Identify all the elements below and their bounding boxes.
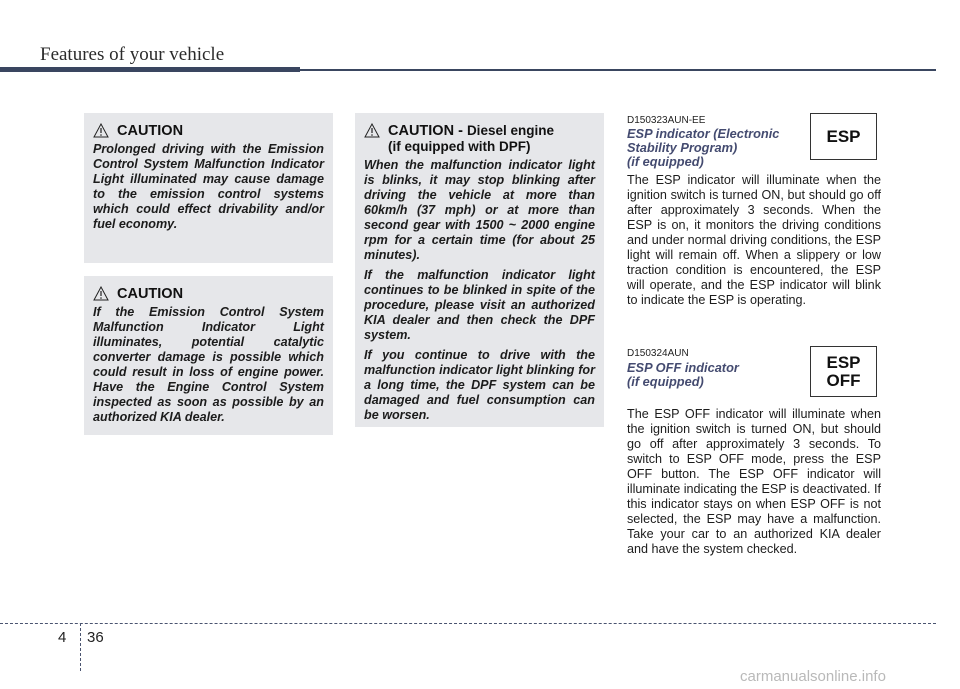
caution-text: Prolonged driving with the Emission Control System Malfunction Indicator Light illuminated may cause damage to the emission control systems which could effect drivability and/or fuel economy. [93,142,324,231]
footer-divider [0,623,936,624]
esp-off-heading [627,361,739,389]
footer-page-number: 36 [87,629,104,646]
warning-triangle-icon [93,286,109,301]
caution-box-diesel [355,113,604,427]
caution-label-suffix: Diesel engine [466,123,554,138]
esp-off-body-text: The ESP OFF indicator will illuminate when the ignition switch is turned ON, but should go off after approximately 3 seconds. To switch to ESP OFF mode, press the ESP OFF button. The ESP OFF indicator will illuminate indicating the ESP is deactivated. If this indicator stays on when ESP OFF is not selected, the ESP may have a malfunction. Take your car to an authorized KIA dealer and have the system checked. [627,407,881,556]
esp-heading-line3: (if equipped) [627,154,704,169]
caution-label: CAUTION [117,123,184,139]
caution-label: CAUTION - [388,123,467,139]
esp-off-heading-line1: ESP OFF indicator [627,360,739,375]
caution-box-emission-1 [84,113,333,263]
esp-body-text: The ESP indicator will illuminate when the ignition switch is turned ON, but should go off after approximately 3 seconds. When the ESP is on, it monitors the driving conditions and under normal driving conditions, the ESP light will remain off. When a slippery or low traction condition is encountered, the ESP will operate, and the ESP indicator will blink to indicate the ESP is operating. [627,173,881,307]
page-header-title: Features of your vehicle [40,44,225,65]
esp-off-indicator-symbol [810,346,877,397]
watermark: carmanualsonline.info [740,668,886,685]
esp-heading-line1: ESP indicator (Electronic [627,126,780,141]
caution-label: CAUTION [117,286,184,302]
caution-label-line2: (if equipped with DPF) [388,139,531,154]
footer-vertical-divider [80,623,81,671]
esp-off-heading-line2: (if equipped) [627,374,704,389]
esp-off-section-code: D150324AUN [627,348,689,359]
caution-text: If the Emission Control System Malfunction Indicator Light illuminates, potential catalytic converter damage is possible which could result in loss of engine power. Have the Engine Control System inspected as soon as possible by an authorized KIA dealer. [93,305,324,424]
esp-indicator-symbol [810,113,877,160]
warning-triangle-icon [93,123,109,138]
esp-off-indicator-line1: ESP [826,352,861,372]
caution-paragraph-1: When the malfunction indicator light is blinks, it may stop blinking after driving the vehicle at more than 60km/h (37 mph) or at more than second gear with 1500 ~ 2000 engine rpm for a certain time (for about 25 minutes). [364,158,595,262]
esp-section-code: D150323AUN-EE [627,115,706,126]
warning-triangle-icon [364,123,380,138]
header-bar-dark [0,67,300,72]
header-bar-line [300,69,936,71]
footer-chapter-number: 4 [58,629,67,646]
caution-paragraph-3: If you continue to drive with the malfunction indicator light blinking for a long time, the DPF system can be damaged and fuel consumption can be worsen. [364,348,595,422]
esp-indicator-label: ESP [826,126,861,146]
esp-heading-line2: Stability Program) [627,140,738,155]
esp-off-indicator-line2: OFF [826,370,861,390]
caution-paragraph-2: If the malfunction indicator light continues to be blinked in spite of the procedure, please visit an authorized KIA dealer and then check the DPF system. [364,268,595,342]
caution-box-emission-2 [84,276,333,435]
esp-heading [627,127,779,169]
